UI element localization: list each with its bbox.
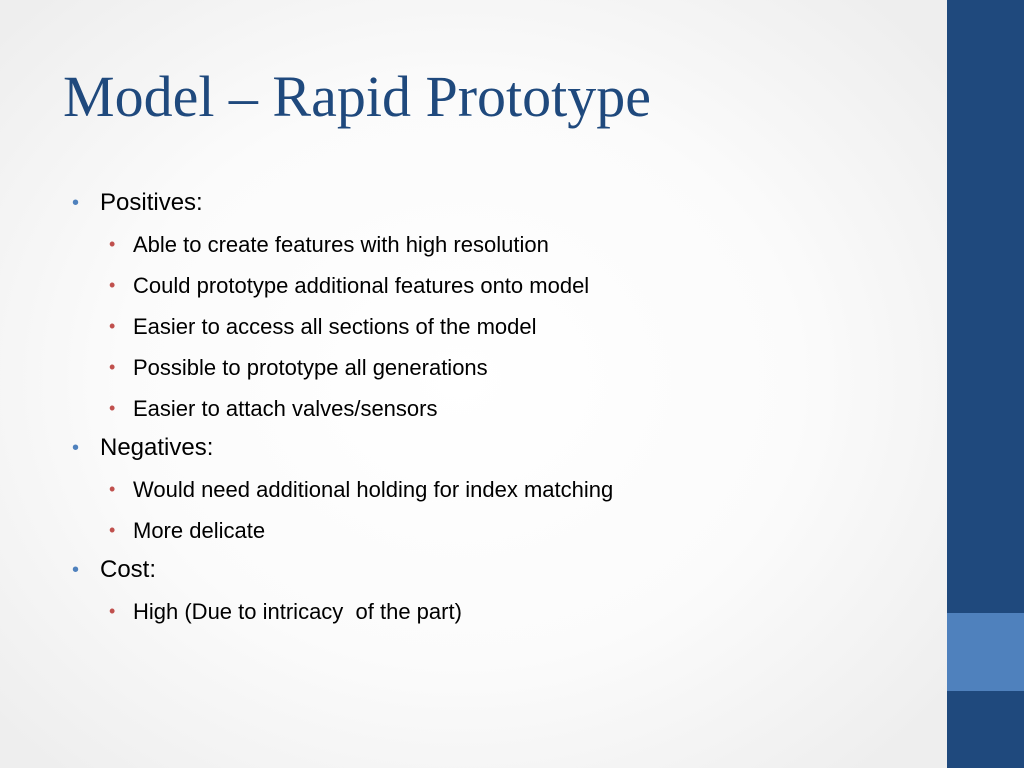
list-item-text: Able to create features with high resolution xyxy=(133,232,549,257)
section-negatives xyxy=(72,430,932,554)
bullet-icon: • xyxy=(109,520,116,540)
list-item xyxy=(72,391,932,432)
list-item xyxy=(72,309,932,350)
list-item xyxy=(72,472,932,513)
list-item xyxy=(72,350,932,391)
list-item-text: Easier to access all sections of the model xyxy=(133,314,537,339)
list-item-text: More delicate xyxy=(133,518,266,543)
section-cost xyxy=(72,552,932,635)
bullet-icon: • xyxy=(109,234,116,254)
list-item-text: High (Due to intricacy of the part) xyxy=(133,599,462,624)
slide-content xyxy=(72,185,932,635)
list-item-text: Would need additional holding for index matching xyxy=(133,477,614,502)
list-item-text: Easier to attach valves/sensors xyxy=(133,396,438,421)
sub-list xyxy=(72,594,932,635)
bullet-icon: • xyxy=(109,275,116,295)
list-item xyxy=(72,513,932,554)
bullet-icon: • xyxy=(109,357,116,377)
list-item-text: Could prototype additional features onto model xyxy=(133,273,590,298)
bullet-icon: • xyxy=(109,479,116,499)
section-heading xyxy=(72,185,932,223)
section-heading-text: Cost: xyxy=(100,556,157,583)
side-band-dark-top xyxy=(947,0,1024,613)
section-positives xyxy=(72,185,932,432)
bullet-icon: • xyxy=(109,398,116,418)
list-item xyxy=(72,227,932,268)
bullet-icon: • xyxy=(72,559,80,581)
section-heading-text: Positives: xyxy=(100,189,203,216)
bullet-icon: • xyxy=(109,601,116,621)
sub-list xyxy=(72,227,932,432)
sub-list xyxy=(72,472,932,554)
list-item xyxy=(72,268,932,309)
section-heading-text: Negatives: xyxy=(100,434,214,461)
list-item-text: Possible to prototype all generations xyxy=(133,355,488,380)
bullet-icon: • xyxy=(109,316,116,336)
section-heading xyxy=(72,552,932,590)
list-item xyxy=(72,594,932,635)
slide-title: Model – Rapid Prototype xyxy=(63,64,652,129)
side-band-accent xyxy=(947,613,1024,691)
section-heading xyxy=(72,430,932,468)
bullet-icon: • xyxy=(72,192,80,214)
bullet-icon: • xyxy=(72,437,80,459)
side-band-dark-bottom xyxy=(947,691,1024,768)
